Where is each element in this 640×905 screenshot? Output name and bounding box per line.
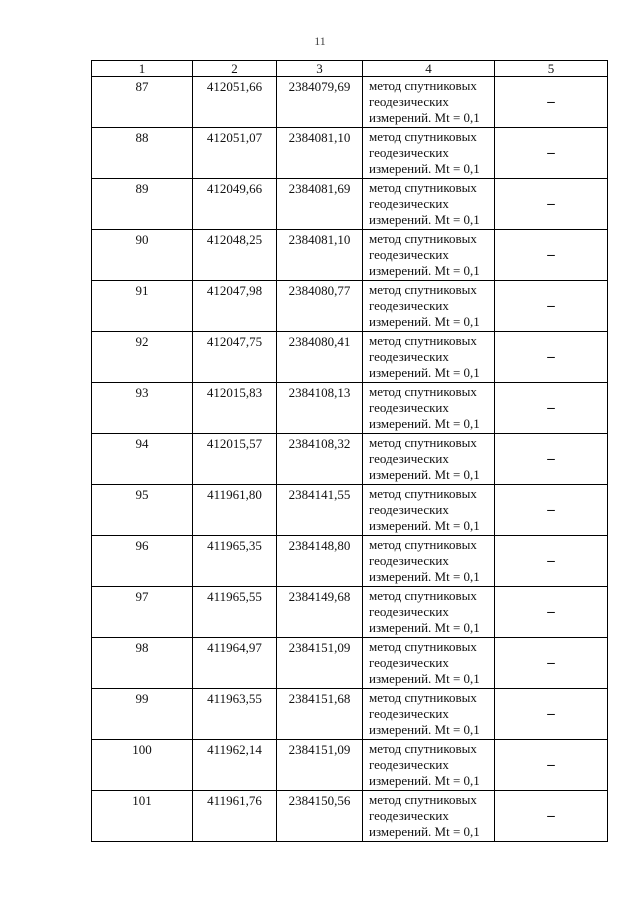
y-coordinate-cell: 2384079,69 [277, 77, 363, 128]
point-number-cell: 98 [92, 638, 193, 689]
note-cell: – [495, 791, 608, 842]
point-number-cell: 89 [92, 179, 193, 230]
note-cell: – [495, 128, 608, 179]
table-row [92, 638, 608, 689]
point-number-cell: 93 [92, 383, 193, 434]
point-number-cell: 101 [92, 791, 193, 842]
x-coordinate-cell: 411961,76 [193, 791, 277, 842]
point-number-cell: 95 [92, 485, 193, 536]
method-cell: метод спутниковых геодезических измерений. Mt = 0,1 [363, 434, 495, 485]
note-cell: – [495, 587, 608, 638]
point-number-cell: 96 [92, 536, 193, 587]
column-header-1: 1 [92, 61, 193, 77]
y-coordinate-cell: 2384148,80 [277, 536, 363, 587]
method-cell: метод спутниковых геодезических измерений. Mt = 0,1 [363, 383, 495, 434]
method-cell: метод спутниковых геодезических измерений. Mt = 0,1 [363, 791, 495, 842]
method-cell: метод спутниковых геодезических измерений. Mt = 0,1 [363, 536, 495, 587]
table-header-row [92, 61, 608, 77]
point-number-cell: 91 [92, 281, 193, 332]
x-coordinate-cell: 411965,55 [193, 587, 277, 638]
point-number-cell: 94 [92, 434, 193, 485]
method-cell: метод спутниковых геодезических измерений. Mt = 0,1 [363, 179, 495, 230]
table-row [92, 434, 608, 485]
y-coordinate-cell: 2384108,13 [277, 383, 363, 434]
note-cell: – [495, 536, 608, 587]
method-cell: метод спутниковых геодезических измерений. Mt = 0,1 [363, 281, 495, 332]
table-row [92, 281, 608, 332]
x-coordinate-cell: 411963,55 [193, 689, 277, 740]
note-cell: – [495, 638, 608, 689]
table-row [92, 791, 608, 842]
note-cell: – [495, 332, 608, 383]
column-header-4: 4 [363, 61, 495, 77]
y-coordinate-cell: 2384108,32 [277, 434, 363, 485]
method-cell: метод спутниковых геодезических измерений. Mt = 0,1 [363, 689, 495, 740]
point-number-cell: 100 [92, 740, 193, 791]
note-cell: – [495, 230, 608, 281]
table-row [92, 587, 608, 638]
page-number: 11 [314, 34, 326, 48]
point-number-cell: 90 [92, 230, 193, 281]
point-number-cell: 99 [92, 689, 193, 740]
y-coordinate-cell: 2384081,69 [277, 179, 363, 230]
table-row [92, 383, 608, 434]
y-coordinate-cell: 2384151,09 [277, 740, 363, 791]
x-coordinate-cell: 412048,25 [193, 230, 277, 281]
point-number-cell: 97 [92, 587, 193, 638]
y-coordinate-cell: 2384141,55 [277, 485, 363, 536]
x-coordinate-cell: 412015,57 [193, 434, 277, 485]
coordinates-table [91, 60, 608, 842]
y-coordinate-cell: 2384151,09 [277, 638, 363, 689]
table-row [92, 179, 608, 230]
y-coordinate-cell: 2384081,10 [277, 128, 363, 179]
x-coordinate-cell: 412051,07 [193, 128, 277, 179]
y-coordinate-cell: 2384151,68 [277, 689, 363, 740]
method-cell: метод спутниковых геодезических измерений. Mt = 0,1 [363, 332, 495, 383]
method-cell: метод спутниковых геодезических измерений. Mt = 0,1 [363, 587, 495, 638]
note-cell: – [495, 434, 608, 485]
note-cell: – [495, 740, 608, 791]
point-number-cell: 87 [92, 77, 193, 128]
note-cell: – [495, 689, 608, 740]
x-coordinate-cell: 412047,98 [193, 281, 277, 332]
column-header-5: 5 [495, 61, 608, 77]
column-header-2: 2 [193, 61, 277, 77]
column-header-3: 3 [277, 61, 363, 77]
table-row [92, 485, 608, 536]
y-coordinate-cell: 2384149,68 [277, 587, 363, 638]
table-row [92, 128, 608, 179]
x-coordinate-cell: 412049,66 [193, 179, 277, 230]
note-cell: – [495, 179, 608, 230]
method-cell: метод спутниковых геодезических измерений. Mt = 0,1 [363, 638, 495, 689]
x-coordinate-cell: 412051,66 [193, 77, 277, 128]
table-row [92, 230, 608, 281]
x-coordinate-cell: 411961,80 [193, 485, 277, 536]
x-coordinate-cell: 411965,35 [193, 536, 277, 587]
x-coordinate-cell: 411964,97 [193, 638, 277, 689]
method-cell: метод спутниковых геодезических измерений. Mt = 0,1 [363, 77, 495, 128]
table-row [92, 689, 608, 740]
y-coordinate-cell: 2384081,10 [277, 230, 363, 281]
point-number-cell: 92 [92, 332, 193, 383]
method-cell: метод спутниковых геодезических измерений. Mt = 0,1 [363, 740, 495, 791]
method-cell: метод спутниковых геодезических измерений. Mt = 0,1 [363, 128, 495, 179]
point-number-cell: 88 [92, 128, 193, 179]
table-row [92, 77, 608, 128]
table-row [92, 740, 608, 791]
y-coordinate-cell: 2384080,41 [277, 332, 363, 383]
table-row [92, 332, 608, 383]
x-coordinate-cell: 412015,83 [193, 383, 277, 434]
method-cell: метод спутниковых геодезических измерений. Mt = 0,1 [363, 230, 495, 281]
note-cell: – [495, 77, 608, 128]
x-coordinate-cell: 411962,14 [193, 740, 277, 791]
note-cell: – [495, 383, 608, 434]
y-coordinate-cell: 2384080,77 [277, 281, 363, 332]
x-coordinate-cell: 412047,75 [193, 332, 277, 383]
y-coordinate-cell: 2384150,56 [277, 791, 363, 842]
table-row [92, 536, 608, 587]
note-cell: – [495, 485, 608, 536]
method-cell: метод спутниковых геодезических измерений. Mt = 0,1 [363, 485, 495, 536]
note-cell: – [495, 281, 608, 332]
